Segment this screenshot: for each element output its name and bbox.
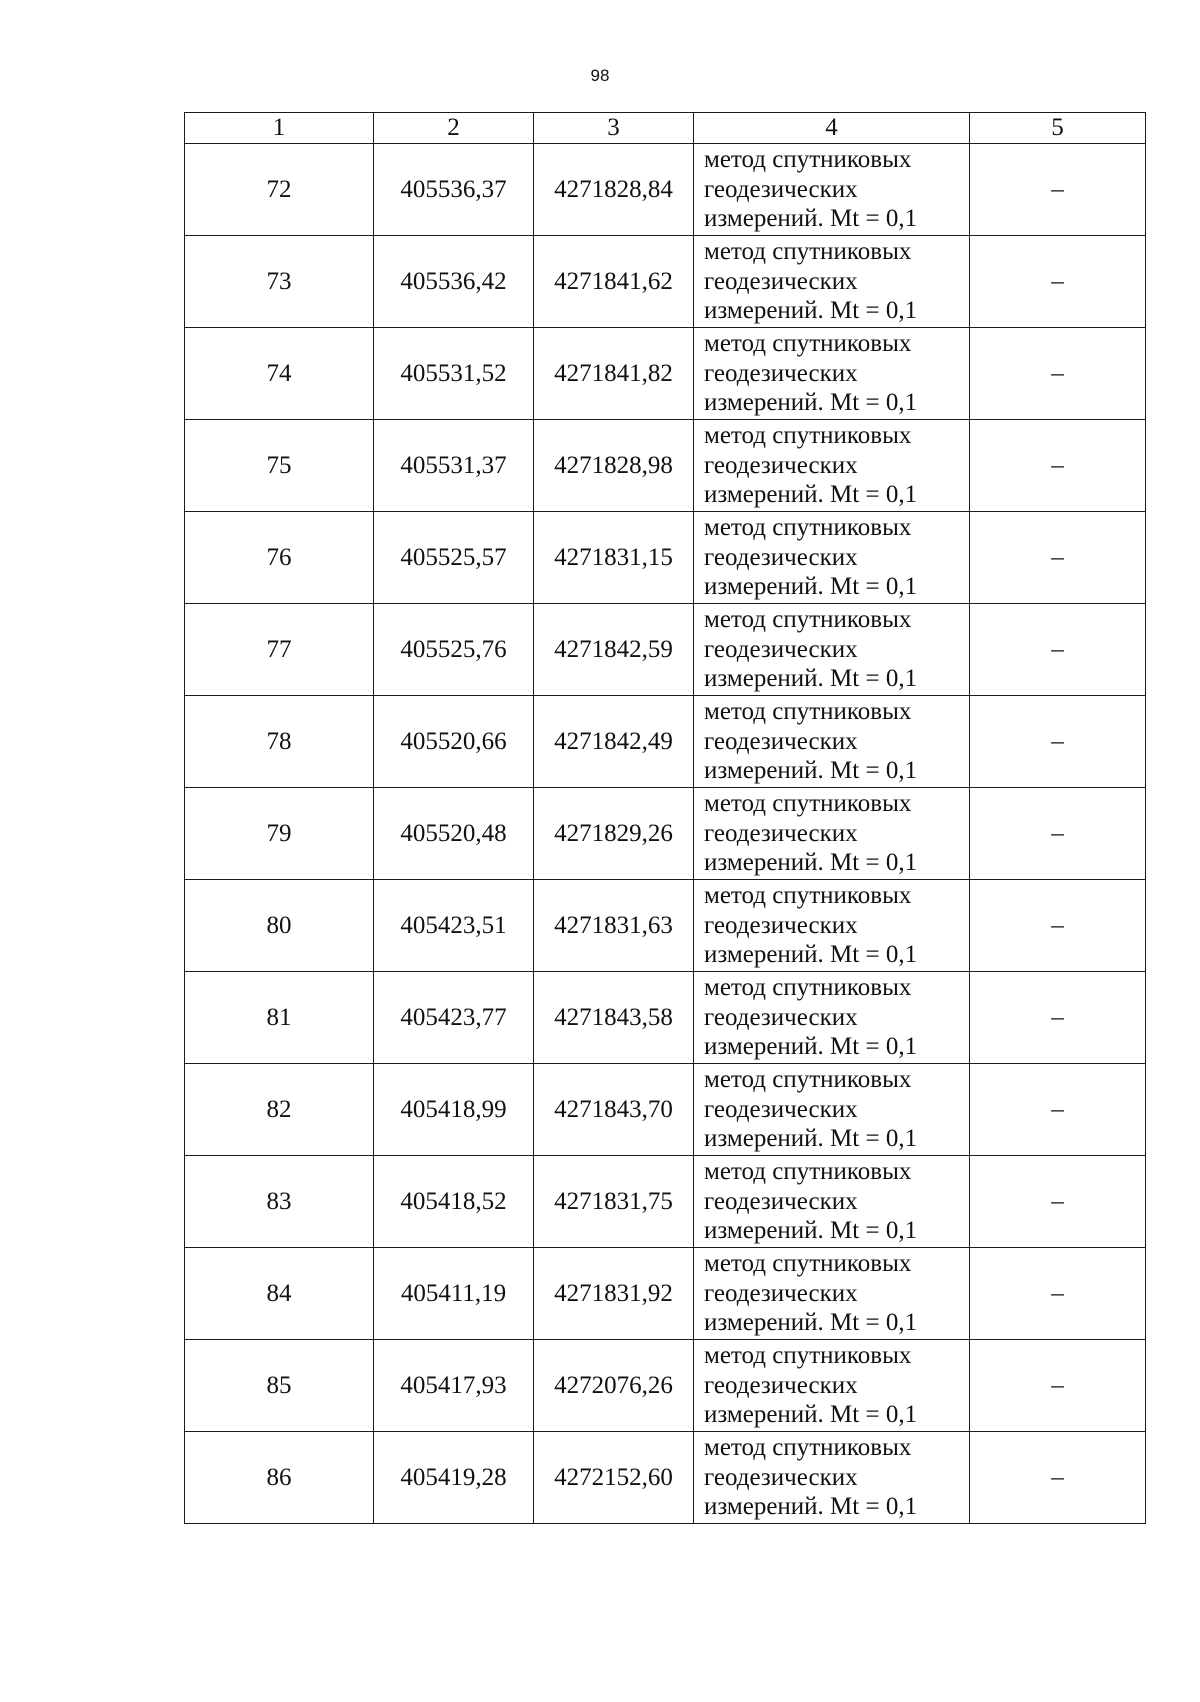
method-line: измерений. Mt = 0,1: [704, 849, 918, 877]
table-row: [185, 512, 1146, 604]
method-line: метод спутниковых: [704, 422, 912, 450]
method-line: измерений. Mt = 0,1: [704, 205, 918, 233]
note-cell: –: [970, 788, 1146, 880]
point-number-cell: 83: [185, 1156, 374, 1248]
y-coordinate-cell: 4271841,62: [534, 236, 694, 328]
method-cell: [694, 512, 970, 604]
method-cell: [694, 972, 970, 1064]
method-line: измерений. Mt = 0,1: [704, 389, 918, 417]
method-line: метод спутниковых: [704, 974, 912, 1002]
point-number-cell: 78: [185, 696, 374, 788]
method-line: метод спутниковых: [704, 330, 912, 358]
method-line: геодезических: [704, 1279, 858, 1307]
method-line: геодезических: [704, 1463, 858, 1491]
method-line: метод спутниковых: [704, 1066, 912, 1094]
x-coordinate-cell: 405418,52: [374, 1156, 534, 1248]
method-line: геодезических: [704, 267, 858, 295]
x-coordinate-cell: 405423,51: [374, 880, 534, 972]
y-coordinate-cell: 4271843,70: [534, 1064, 694, 1156]
note-cell: –: [970, 1340, 1146, 1432]
table-row: [185, 236, 1146, 328]
column-header-3: 3: [534, 113, 694, 144]
column-header-1: 1: [185, 113, 374, 144]
method-line: геодезических: [704, 911, 858, 939]
point-number-cell: 82: [185, 1064, 374, 1156]
method-line: геодезических: [704, 543, 858, 571]
point-number-cell: 85: [185, 1340, 374, 1432]
y-coordinate-cell: 4271828,98: [534, 420, 694, 512]
method-cell: [694, 144, 970, 236]
note-cell: –: [970, 1064, 1146, 1156]
table-row: [185, 328, 1146, 420]
method-line: метод спутниковых: [704, 1342, 912, 1370]
point-number-cell: 73: [185, 236, 374, 328]
method-cell: [694, 1248, 970, 1340]
table-row: [185, 880, 1146, 972]
table-row: [185, 1156, 1146, 1248]
table-row: [185, 1340, 1146, 1432]
y-coordinate-cell: 4271828,84: [534, 144, 694, 236]
method-cell: [694, 604, 970, 696]
method-line: измерений. Mt = 0,1: [704, 757, 918, 785]
method-line: измерений. Mt = 0,1: [704, 297, 918, 325]
method-cell: [694, 880, 970, 972]
table-header: [185, 113, 1146, 144]
method-line: геодезических: [704, 451, 858, 479]
y-coordinate-cell: 4271841,82: [534, 328, 694, 420]
method-line: измерений. Mt = 0,1: [704, 481, 918, 509]
note-cell: –: [970, 1248, 1146, 1340]
table-body: [185, 144, 1146, 1524]
method-line: геодезических: [704, 1371, 858, 1399]
method-cell: [694, 420, 970, 512]
method-line: геодезических: [704, 727, 858, 755]
note-cell: –: [970, 420, 1146, 512]
point-number-cell: 76: [185, 512, 374, 604]
x-coordinate-cell: 405411,19: [374, 1248, 534, 1340]
method-line: метод спутниковых: [704, 1158, 912, 1186]
method-line: метод спутниковых: [704, 606, 912, 634]
method-cell: [694, 1064, 970, 1156]
y-coordinate-cell: 4271831,63: [534, 880, 694, 972]
note-cell: –: [970, 512, 1146, 604]
method-line: метод спутниковых: [704, 146, 912, 174]
method-line: метод спутниковых: [704, 1434, 912, 1462]
method-line: измерений. Mt = 0,1: [704, 1401, 918, 1429]
note-cell: –: [970, 604, 1146, 696]
table-row: [185, 1064, 1146, 1156]
x-coordinate-cell: 405531,37: [374, 420, 534, 512]
method-line: геодезических: [704, 635, 858, 663]
method-line: измерений. Mt = 0,1: [704, 573, 918, 601]
x-coordinate-cell: 405423,77: [374, 972, 534, 1064]
table-row: [185, 1248, 1146, 1340]
method-line: геодезических: [704, 175, 858, 203]
method-cell: [694, 1156, 970, 1248]
point-number-cell: 81: [185, 972, 374, 1064]
method-line: измерений. Mt = 0,1: [704, 665, 918, 693]
y-coordinate-cell: 4271831,75: [534, 1156, 694, 1248]
method-line: измерений. Mt = 0,1: [704, 1217, 918, 1245]
table-row: [185, 696, 1146, 788]
note-cell: –: [970, 696, 1146, 788]
x-coordinate-cell: 405520,48: [374, 788, 534, 880]
x-coordinate-cell: 405531,52: [374, 328, 534, 420]
column-header-4: 4: [694, 113, 970, 144]
method-line: измерений. Mt = 0,1: [704, 1033, 918, 1061]
point-number-cell: 79: [185, 788, 374, 880]
y-coordinate-cell: 4271842,59: [534, 604, 694, 696]
method-line: измерений. Mt = 0,1: [704, 1493, 918, 1521]
table-row: [185, 420, 1146, 512]
method-line: метод спутниковых: [704, 882, 912, 910]
method-cell: [694, 696, 970, 788]
method-line: геодезических: [704, 1003, 858, 1031]
y-coordinate-cell: 4272076,26: [534, 1340, 694, 1432]
method-line: геодезических: [704, 359, 858, 387]
x-coordinate-cell: 405525,76: [374, 604, 534, 696]
page-number: 98: [590, 66, 610, 85]
method-line: метод спутниковых: [704, 238, 912, 266]
y-coordinate-cell: 4271842,49: [534, 696, 694, 788]
method-line: измерений. Mt = 0,1: [704, 1125, 918, 1153]
note-cell: –: [970, 328, 1146, 420]
point-number-cell: 77: [185, 604, 374, 696]
y-coordinate-cell: 4271831,15: [534, 512, 694, 604]
y-coordinate-cell: 4271843,58: [534, 972, 694, 1064]
method-cell: [694, 328, 970, 420]
table-row: [185, 144, 1146, 236]
x-coordinate-cell: 405417,93: [374, 1340, 534, 1432]
method-cell: [694, 1432, 970, 1524]
method-line: геодезических: [704, 819, 858, 847]
method-line: метод спутниковых: [704, 1250, 912, 1278]
x-coordinate-cell: 405525,57: [374, 512, 534, 604]
y-coordinate-cell: 4272152,60: [534, 1432, 694, 1524]
table-row: [185, 972, 1146, 1064]
table-row: [185, 604, 1146, 696]
note-cell: –: [970, 1156, 1146, 1248]
method-cell: [694, 236, 970, 328]
x-coordinate-cell: 405536,37: [374, 144, 534, 236]
table-row: [185, 788, 1146, 880]
method-line: метод спутниковых: [704, 790, 912, 818]
point-number-cell: 72: [185, 144, 374, 236]
column-header-5: 5: [970, 113, 1146, 144]
header-row: [185, 113, 1146, 144]
note-cell: –: [970, 144, 1146, 236]
method-line: измерений. Mt = 0,1: [704, 941, 918, 969]
note-cell: –: [970, 972, 1146, 1064]
x-coordinate-cell: 405418,99: [374, 1064, 534, 1156]
point-number-cell: 86: [185, 1432, 374, 1524]
method-line: измерений. Mt = 0,1: [704, 1309, 918, 1337]
x-coordinate-cell: 405520,66: [374, 696, 534, 788]
method-cell: [694, 788, 970, 880]
point-number-cell: 84: [185, 1248, 374, 1340]
method-cell: [694, 1340, 970, 1432]
method-line: метод спутниковых: [704, 698, 912, 726]
method-line: геодезических: [704, 1187, 858, 1215]
note-cell: –: [970, 236, 1146, 328]
point-number-cell: 80: [185, 880, 374, 972]
note-cell: –: [970, 880, 1146, 972]
point-number-cell: 75: [185, 420, 374, 512]
coordinates-table: [184, 112, 1146, 1524]
y-coordinate-cell: 4271829,26: [534, 788, 694, 880]
point-number-cell: 74: [185, 328, 374, 420]
x-coordinate-cell: 405419,28: [374, 1432, 534, 1524]
note-cell: –: [970, 1432, 1146, 1524]
table-row: [185, 1432, 1146, 1524]
x-coordinate-cell: 405536,42: [374, 236, 534, 328]
method-line: геодезических: [704, 1095, 858, 1123]
y-coordinate-cell: 4271831,92: [534, 1248, 694, 1340]
column-header-2: 2: [374, 113, 534, 144]
method-line: метод спутниковых: [704, 514, 912, 542]
